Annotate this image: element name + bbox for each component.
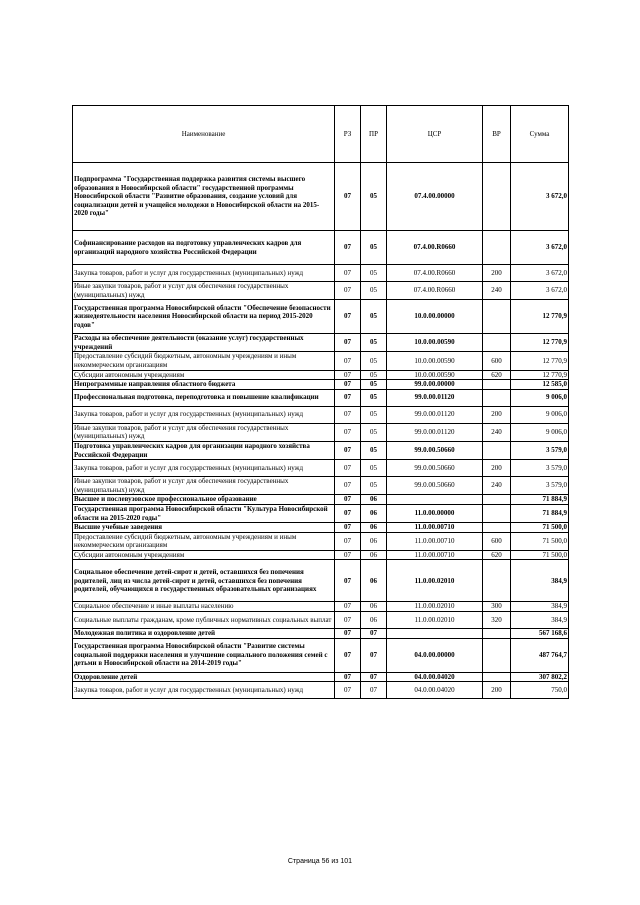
table-row — [73, 602, 569, 612]
csr-cell: 07.4.00.00000 — [387, 163, 483, 231]
vr-cell — [483, 504, 511, 522]
name-cell: Иные закупки товаров, работ и услуг для обеспечения государственных (муниципальных) нужд — [73, 282, 335, 300]
rz-cell: 07 — [335, 265, 361, 282]
rz-cell: 07 — [335, 380, 361, 390]
rz-cell: 07 — [335, 460, 361, 477]
rz-cell: 07 — [335, 602, 361, 612]
table-row — [73, 672, 569, 682]
csr-cell: 04.0.00.04020 — [387, 682, 483, 699]
table-row — [73, 370, 569, 380]
name-cell: Предоставление субсидий бюджетным, автономным учреждениям и иным некоммерческим организациям — [73, 352, 335, 370]
pr-cell: 05 — [361, 163, 387, 231]
sum-cell: 384,9 — [511, 602, 569, 612]
csr-cell: 11.0.00.02010 — [387, 612, 483, 629]
name-cell: Профессиональная подготовка, переподготовка и повышение квалификации — [73, 389, 335, 406]
pr-cell: 05 — [361, 477, 387, 495]
pr-cell: 05 — [361, 265, 387, 282]
name-cell: Закупка товаров, работ и услуг для государственных (муниципальных) нужд — [73, 406, 335, 423]
pr-cell: 06 — [361, 523, 387, 533]
vr-cell: 240 — [483, 477, 511, 495]
rz-cell: 07 — [335, 612, 361, 629]
sum-cell: 567 168,6 — [511, 629, 569, 639]
sum-cell: 71 500,0 — [511, 532, 569, 550]
vr-cell: 200 — [483, 460, 511, 477]
csr-cell: 11.0.00.00000 — [387, 504, 483, 522]
sum-cell: 9 006,0 — [511, 406, 569, 423]
csr-cell — [387, 629, 483, 639]
name-cell: Субсидии автономным учреждениям — [73, 370, 335, 380]
sum-cell: 3 579,0 — [511, 460, 569, 477]
table-row — [73, 406, 569, 423]
csr-cell: 99.0.00.01120 — [387, 406, 483, 423]
table-row — [73, 300, 569, 334]
csr-cell — [387, 495, 483, 505]
csr-cell: 10.0.00.00000 — [387, 300, 483, 334]
rz-cell: 07 — [335, 231, 361, 265]
name-cell: Закупка товаров, работ и услуг для государственных (муниципальных) нужд — [73, 265, 335, 282]
csr-cell: 11.0.00.00710 — [387, 550, 483, 560]
csr-cell: 04.0.00.00000 — [387, 638, 483, 672]
pr-cell: 05 — [361, 423, 387, 441]
pr-cell: 05 — [361, 300, 387, 334]
name-cell: Непрограммные направления областного бюджета — [73, 380, 335, 390]
vr-cell: 600 — [483, 352, 511, 370]
table-row — [73, 380, 569, 390]
rz-cell: 07 — [335, 495, 361, 505]
table-row — [73, 560, 569, 602]
name-cell: Высшее и послевузовское профессиональное образование — [73, 495, 335, 505]
pr-cell: 06 — [361, 602, 387, 612]
pr-cell: 07 — [361, 682, 387, 699]
csr-cell: 10.0.00.00590 — [387, 370, 483, 380]
name-cell: Молодежная политика и оздоровление детей — [73, 629, 335, 639]
table-row — [73, 334, 569, 352]
rz-cell: 07 — [335, 389, 361, 406]
budget-table — [72, 105, 569, 699]
vr-cell: 620 — [483, 550, 511, 560]
pr-cell: 05 — [361, 406, 387, 423]
rz-cell: 07 — [335, 629, 361, 639]
rz-cell: 07 — [335, 682, 361, 699]
name-cell: Иные закупки товаров, работ и услуг для обеспечения государственных (муниципальных) нужд — [73, 477, 335, 495]
csr-cell: 11.0.00.02010 — [387, 602, 483, 612]
sum-cell: 3 579,0 — [511, 441, 569, 459]
sum-cell: 307 802,2 — [511, 672, 569, 682]
pr-cell: 05 — [361, 282, 387, 300]
sum-cell: 9 006,0 — [511, 389, 569, 406]
rz-cell: 07 — [335, 423, 361, 441]
table-row — [73, 441, 569, 459]
pr-cell: 05 — [361, 380, 387, 390]
vr-cell — [483, 300, 511, 334]
csr-cell: 07.4.00.R0660 — [387, 282, 483, 300]
csr-cell: 99.0.00.50660 — [387, 460, 483, 477]
rz-cell: 07 — [335, 441, 361, 459]
vr-cell: 240 — [483, 423, 511, 441]
name-cell: Расходы на обеспечение деятельности (оказание услуг) государственных учреждений — [73, 334, 335, 352]
header-rz: РЗ — [335, 106, 361, 163]
name-cell: Высшие учебные заведения — [73, 523, 335, 533]
rz-cell: 07 — [335, 300, 361, 334]
table-row — [73, 523, 569, 533]
csr-cell: 99.0.00.01120 — [387, 389, 483, 406]
pr-cell: 06 — [361, 560, 387, 602]
table-row — [73, 495, 569, 505]
pr-cell: 05 — [361, 389, 387, 406]
pr-cell: 06 — [361, 612, 387, 629]
table-row — [73, 682, 569, 699]
rz-cell: 07 — [335, 504, 361, 522]
vr-cell: 200 — [483, 682, 511, 699]
name-cell: Государственная программа Новосибирской области "Обеспечение безопасности жизнедеятельности населения Новосибирской области на период 2015-2020 годов" — [73, 300, 335, 334]
table-row — [73, 477, 569, 495]
sum-cell: 12 770,9 — [511, 300, 569, 334]
vr-cell — [483, 441, 511, 459]
csr-cell: 11.0.00.00710 — [387, 532, 483, 550]
vr-cell — [483, 334, 511, 352]
sum-cell: 71 500,0 — [511, 550, 569, 560]
name-cell: Государственная программа Новосибирской области "Культура Новосибирской области на 2015-2020 годы" — [73, 504, 335, 522]
rz-cell: 07 — [335, 163, 361, 231]
csr-cell: 07.4.00.R0660 — [387, 231, 483, 265]
vr-cell: 620 — [483, 370, 511, 380]
pr-cell: 07 — [361, 638, 387, 672]
name-cell: Закупка товаров, работ и услуг для государственных (муниципальных) нужд — [73, 460, 335, 477]
csr-cell: 99.0.00.50660 — [387, 477, 483, 495]
sum-cell: 71 884,9 — [511, 504, 569, 522]
vr-cell — [483, 638, 511, 672]
table-row — [73, 460, 569, 477]
vr-cell: 200 — [483, 406, 511, 423]
pr-cell: 06 — [361, 550, 387, 560]
csr-cell: 11.0.00.00710 — [387, 523, 483, 533]
table-row — [73, 504, 569, 522]
csr-cell: 99.0.00.00000 — [387, 380, 483, 390]
vr-cell — [483, 389, 511, 406]
sum-cell: 3 672,0 — [511, 231, 569, 265]
csr-cell: 07.4.00.R0660 — [387, 265, 483, 282]
sum-cell: 3 672,0 — [511, 163, 569, 231]
rz-cell: 07 — [335, 370, 361, 380]
pr-cell: 07 — [361, 672, 387, 682]
table-row — [73, 389, 569, 406]
pr-cell: 05 — [361, 352, 387, 370]
header-sum: Сумма — [511, 106, 569, 163]
name-cell: Подпрограмма "Государственная поддержка развития системы высшего образования в Новосибирской области" государственной программы Новосибирской области "Развитие образования, создание условий для социализации детей и учащейся молодежи в Новосибирской области на 2015-2020 годы" — [73, 163, 335, 231]
table-row — [73, 282, 569, 300]
rz-cell: 07 — [335, 334, 361, 352]
table-row — [73, 231, 569, 265]
name-cell: Социальное обеспечение детей-сирот и детей, оставшихся без попечения родителей, лиц из числа детей-сирот и детей, оставшихся без попечения родителей, обучающихся в государственных образовательных организациях — [73, 560, 335, 602]
sum-cell: 12 770,9 — [511, 352, 569, 370]
rz-cell: 07 — [335, 477, 361, 495]
vr-cell — [483, 560, 511, 602]
name-cell: Софинансирование расходов на подготовку управленческих кадров для организаций народного хозяйства Российской Федерации — [73, 231, 335, 265]
vr-cell — [483, 672, 511, 682]
rz-cell: 07 — [335, 523, 361, 533]
csr-cell: 99.0.00.50660 — [387, 441, 483, 459]
rz-cell: 07 — [335, 550, 361, 560]
pr-cell: 06 — [361, 495, 387, 505]
pr-cell: 05 — [361, 334, 387, 352]
page-footer: Страница 56 из 101 — [287, 858, 353, 865]
table-row — [73, 629, 569, 639]
header-vr: ВР — [483, 106, 511, 163]
sum-cell: 71 884,9 — [511, 495, 569, 505]
sum-cell: 487 764,7 — [511, 638, 569, 672]
table-row — [73, 638, 569, 672]
vr-cell — [483, 163, 511, 231]
csr-cell: 10.0.00.00590 — [387, 352, 483, 370]
pr-cell: 07 — [361, 629, 387, 639]
sum-cell: 750,0 — [511, 682, 569, 699]
vr-cell: 300 — [483, 602, 511, 612]
vr-cell — [483, 231, 511, 265]
sum-cell: 3 672,0 — [511, 265, 569, 282]
sum-cell: 12 585,0 — [511, 380, 569, 390]
header-name: Наименование — [73, 106, 335, 163]
sum-cell: 71 500,0 — [511, 523, 569, 533]
table-body — [73, 163, 569, 699]
name-cell: Социальные выплаты гражданам, кроме публичных нормативных социальных выплат — [73, 612, 335, 629]
pr-cell: 05 — [361, 460, 387, 477]
name-cell: Иные закупки товаров, работ и услуг для обеспечения государственных (муниципальных) нужд — [73, 423, 335, 441]
name-cell: Социальное обеспечение и иные выплаты населению — [73, 602, 335, 612]
vr-cell — [483, 523, 511, 533]
name-cell: Государственная программа Новосибирской области "Развитие системы социальной поддержки населения и улучшение социального положения семей с детьми в Новосибирской области на 2014-2019 годы" — [73, 638, 335, 672]
sum-cell: 3 579,0 — [511, 477, 569, 495]
table-row — [73, 163, 569, 231]
name-cell: Предоставление субсидий бюджетным, автономным учреждениям и иным некоммерческим организациям — [73, 532, 335, 550]
sum-cell: 384,9 — [511, 560, 569, 602]
sum-cell: 3 672,0 — [511, 282, 569, 300]
table-row — [73, 352, 569, 370]
rz-cell: 07 — [335, 672, 361, 682]
rz-cell: 07 — [335, 532, 361, 550]
rz-cell: 07 — [335, 282, 361, 300]
vr-cell: 240 — [483, 282, 511, 300]
csr-cell: 04.0.00.04020 — [387, 672, 483, 682]
sum-cell: 12 770,9 — [511, 370, 569, 380]
header-csr: ЦСР — [387, 106, 483, 163]
csr-cell: 10.0.00.00590 — [387, 334, 483, 352]
rz-cell: 07 — [335, 560, 361, 602]
table-row — [73, 423, 569, 441]
csr-cell: 99.0.00.01120 — [387, 423, 483, 441]
vr-cell: 200 — [483, 265, 511, 282]
table-row — [73, 612, 569, 629]
pr-cell: 05 — [361, 231, 387, 265]
pr-cell: 06 — [361, 504, 387, 522]
csr-cell: 11.0.00.02010 — [387, 560, 483, 602]
rz-cell: 07 — [335, 352, 361, 370]
vr-cell — [483, 380, 511, 390]
vr-cell — [483, 495, 511, 505]
vr-cell — [483, 629, 511, 639]
pr-cell: 05 — [361, 441, 387, 459]
vr-cell: 320 — [483, 612, 511, 629]
pr-cell: 05 — [361, 370, 387, 380]
header-pr: ПР — [361, 106, 387, 163]
name-cell: Оздоровление детей — [73, 672, 335, 682]
table-row — [73, 532, 569, 550]
name-cell: Закупка товаров, работ и услуг для государственных (муниципальных) нужд — [73, 682, 335, 699]
name-cell: Субсидии автономным учреждениям — [73, 550, 335, 560]
pr-cell: 06 — [361, 532, 387, 550]
sum-cell: 9 006,0 — [511, 423, 569, 441]
table-row — [73, 265, 569, 282]
name-cell: Подготовка управленческих кадров для организации народного хозяйства Российской Федерации — [73, 441, 335, 459]
sum-cell: 12 770,9 — [511, 334, 569, 352]
sum-cell: 384,9 — [511, 612, 569, 629]
vr-cell: 600 — [483, 532, 511, 550]
rz-cell: 07 — [335, 406, 361, 423]
table-row — [73, 550, 569, 560]
rz-cell: 07 — [335, 638, 361, 672]
table-header-row — [73, 106, 569, 163]
